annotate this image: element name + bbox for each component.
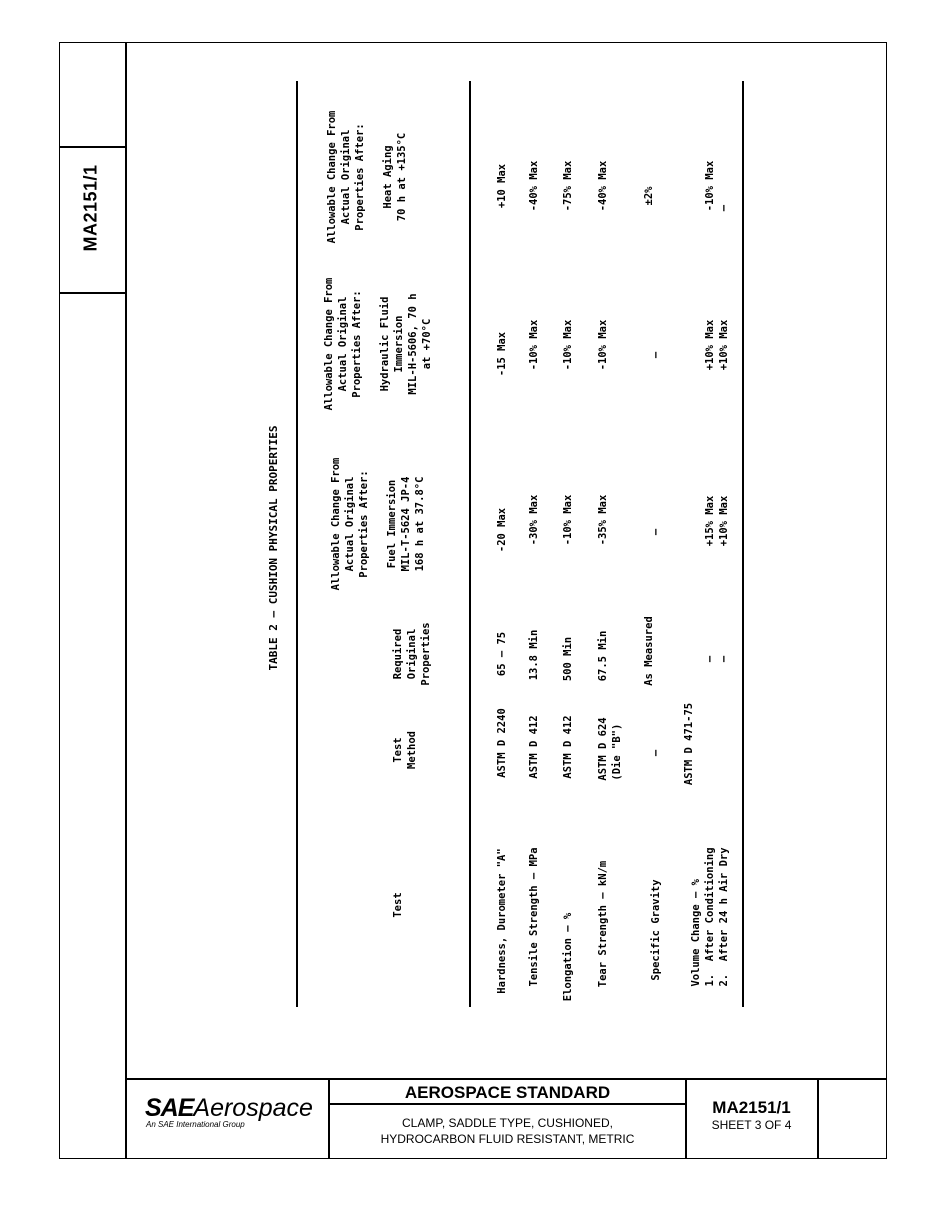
table-cell-heat: +10 Max	[496, 163, 508, 209]
sae-aerospace-logo	[145, 1094, 313, 1123]
table-cell-test: Tear Strength – kN/m	[597, 860, 609, 988]
document-number: MA2151/1	[712, 1098, 791, 1117]
title-block-mid-line	[328, 1103, 685, 1105]
table-title: TABLE 2 – CUSHION PHYSICAL PROPERTIES	[267, 425, 280, 671]
table-cell-fuel: -20 Max	[496, 507, 508, 553]
header-heat-aging: Allowable Change From Actual Original Properties After: Heat Aging 70 h at +135°C	[326, 110, 408, 244]
table-cell-fuel: -35% Max	[597, 494, 609, 546]
table-cell-required: — —	[704, 655, 730, 663]
table-cell-required: As Measured	[643, 616, 655, 686]
table-cell-fuel: -30% Max	[528, 494, 540, 546]
table-cell-heat: -75% Max	[562, 160, 574, 212]
table-cell-method: ASTM D 2240	[496, 708, 508, 778]
table-cell-required: 500 Min	[562, 636, 574, 682]
table-rule-bottom	[742, 81, 744, 1007]
table-cell-heat: -40% Max	[597, 160, 609, 212]
table-cell-required: 13.8 Min	[528, 629, 540, 681]
table-cell-hydraulic: -10% Max	[562, 319, 574, 371]
table-cell-test: Specific Gravity	[650, 879, 662, 981]
side-tab-bottom-border	[59, 292, 126, 294]
table-cell-method: ASTM D 471-75	[683, 702, 695, 786]
table-cell-test: Tensile Strength – MPa	[528, 847, 540, 987]
table-cell-required: 67.5 Min	[597, 630, 609, 682]
header-required-original: Required Original Properties	[392, 622, 432, 686]
table-cell-test: Hardness, Durometer "A"	[496, 848, 508, 994]
table-cell-test: Elongation – %	[562, 912, 574, 1002]
header-fuel-immersion: Allowable Change From Actual Original Properties After: Fuel Immersion MIL-T-5624 JP-4 168 h at 37.8°C	[330, 457, 426, 591]
table-cell-hydraulic: -15 Max	[496, 331, 508, 377]
table-cell-hydraulic: -10% Max	[597, 319, 609, 371]
table-cell-method: ASTM D 624 (Die "B")	[597, 717, 623, 781]
title-block-top-border	[125, 1078, 887, 1080]
standard-type: AEROSPACE STANDARD	[404, 1083, 611, 1102]
side-document-id: MA2151/1	[80, 164, 101, 252]
table-cell-hydraulic: -10% Max	[528, 319, 540, 371]
margin-divider	[125, 42, 127, 1159]
table-cell-fuel: +15% Max +10% Max	[704, 495, 730, 547]
header-test-method: Test Method	[392, 731, 418, 769]
table-cell-heat: ±2%	[643, 186, 655, 206]
header-test: Test	[392, 892, 404, 918]
table-cell-hydraulic: +10% Max +10% Max	[704, 319, 730, 371]
page-frame	[59, 42, 887, 1159]
sheet-number: SHEET 3 OF 4	[711, 1118, 792, 1132]
table-cell-required: 65 – 75	[496, 631, 508, 677]
table-cell-method: ASTM D 412	[528, 715, 540, 779]
side-tab-top-border	[59, 146, 126, 148]
table-cell-method: —	[650, 749, 662, 757]
table-cell-method: ASTM D 412	[562, 715, 574, 779]
header-hydraulic-fluid: Allowable Change From Actual Original Properties After: Hydraulic Fluid Immersion MIL-H-5606, 70 h at +70°C	[323, 277, 433, 411]
table-rule-header	[469, 81, 471, 1007]
table-cell-fuel: —	[650, 528, 662, 536]
logo-subtitle: An SAE International Group	[146, 1120, 245, 1129]
table-cell-fuel: -10% Max	[562, 494, 574, 546]
document-title-line1: CLAMP, SADDLE TYPE, CUSHIONED,	[402, 1116, 613, 1130]
logo-word: Aerospace	[193, 1094, 313, 1122]
table-rule-top	[296, 81, 298, 1007]
title-block-divider-3	[817, 1078, 819, 1159]
table-cell-heat: -40% Max	[528, 160, 540, 212]
table-cell-heat: -10% Max —	[704, 160, 730, 212]
table-cell-test: Volume Change – % 1. After Conditioning 2. After 24 h Air Dry	[690, 847, 730, 987]
table-cell-hydraulic: —	[650, 351, 662, 359]
document-title-line2: HYDROCARBON FLUID RESISTANT, METRIC	[380, 1132, 635, 1146]
logo-brand: SAE	[145, 1094, 194, 1122]
